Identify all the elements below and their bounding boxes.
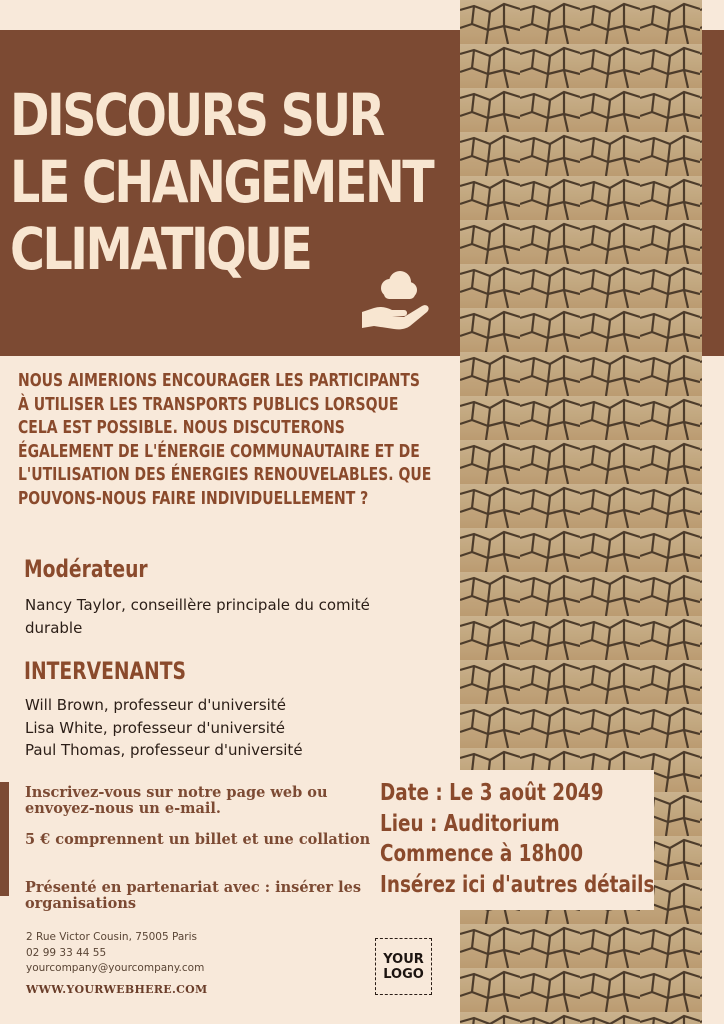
website-link[interactable]: WWW.YOURWEBHERE.COM bbox=[26, 983, 208, 996]
contact-phone: 02 99 33 44 55 bbox=[26, 946, 107, 959]
event-start: Commence à 18h00 bbox=[380, 841, 583, 867]
logo-line-2: LOGO bbox=[383, 966, 424, 982]
speaker-item: Paul Thomas, professeur d'université bbox=[25, 741, 303, 759]
left-accent-bar bbox=[0, 782, 9, 896]
right-accent-band bbox=[702, 30, 724, 356]
logo-placeholder bbox=[375, 938, 432, 995]
speakers-heading: INTERVENANTS bbox=[24, 657, 186, 685]
registration-note: Inscrivez-vous sur notre page web ou envoyez-nous un e-mail. bbox=[25, 784, 328, 817]
contact-block bbox=[26, 930, 204, 977]
price-note: 5 € comprennent un billet et une collation bbox=[25, 831, 371, 848]
logo-line-1: YOUR bbox=[383, 951, 424, 967]
title-line-2: LE CHANGEMENT bbox=[10, 148, 433, 216]
partner-note: Présenté en partenariat avec : insérer les organisations bbox=[25, 879, 362, 912]
title-line-1: DISCOURS SUR bbox=[10, 81, 383, 149]
event-place: Lieu : Auditorium bbox=[380, 810, 560, 837]
poster-title bbox=[10, 82, 453, 283]
speaker-item: Lisa White, professeur d'université bbox=[25, 718, 285, 737]
title-line-3: CLIMATIQUE bbox=[10, 215, 311, 283]
contact-email[interactable]: yourcompany@yourcompany.com bbox=[26, 962, 205, 974]
speakers-list bbox=[25, 694, 425, 762]
speaker-item: Will Brown, professeur d'université bbox=[25, 696, 286, 714]
intro-text: NOUS AIMERIONS ENCOURAGER LES PARTICIPANTS À UTILISER LES TRANSPORTS PUBLICS LORSQUE CELA EST POSSIBLE. NOUS DISCUTERONS ÉGALEMENT DE L'ÉNERGIE COMMUNAUTAIRE ET DE L'UTILISATION DES ÉNERGIES RENOUVELABLES. QUE POUVONS-NOUS FAIRE INDIVIDUELLEMENT ? bbox=[18, 371, 432, 509]
moderator-heading: Modérateur bbox=[24, 555, 148, 583]
hand-holding-cloud-icon bbox=[360, 266, 432, 336]
event-info bbox=[380, 778, 655, 900]
event-date: Date : Le 3 août 2049 bbox=[380, 780, 604, 806]
moderator-text: Nancy Taylor, conseillère principale du comité durable bbox=[25, 596, 370, 637]
contact-address: 2 Rue Victor Cousin, 75005 Paris bbox=[26, 931, 197, 943]
event-other: Insérez ici d'autres détails bbox=[380, 871, 655, 898]
